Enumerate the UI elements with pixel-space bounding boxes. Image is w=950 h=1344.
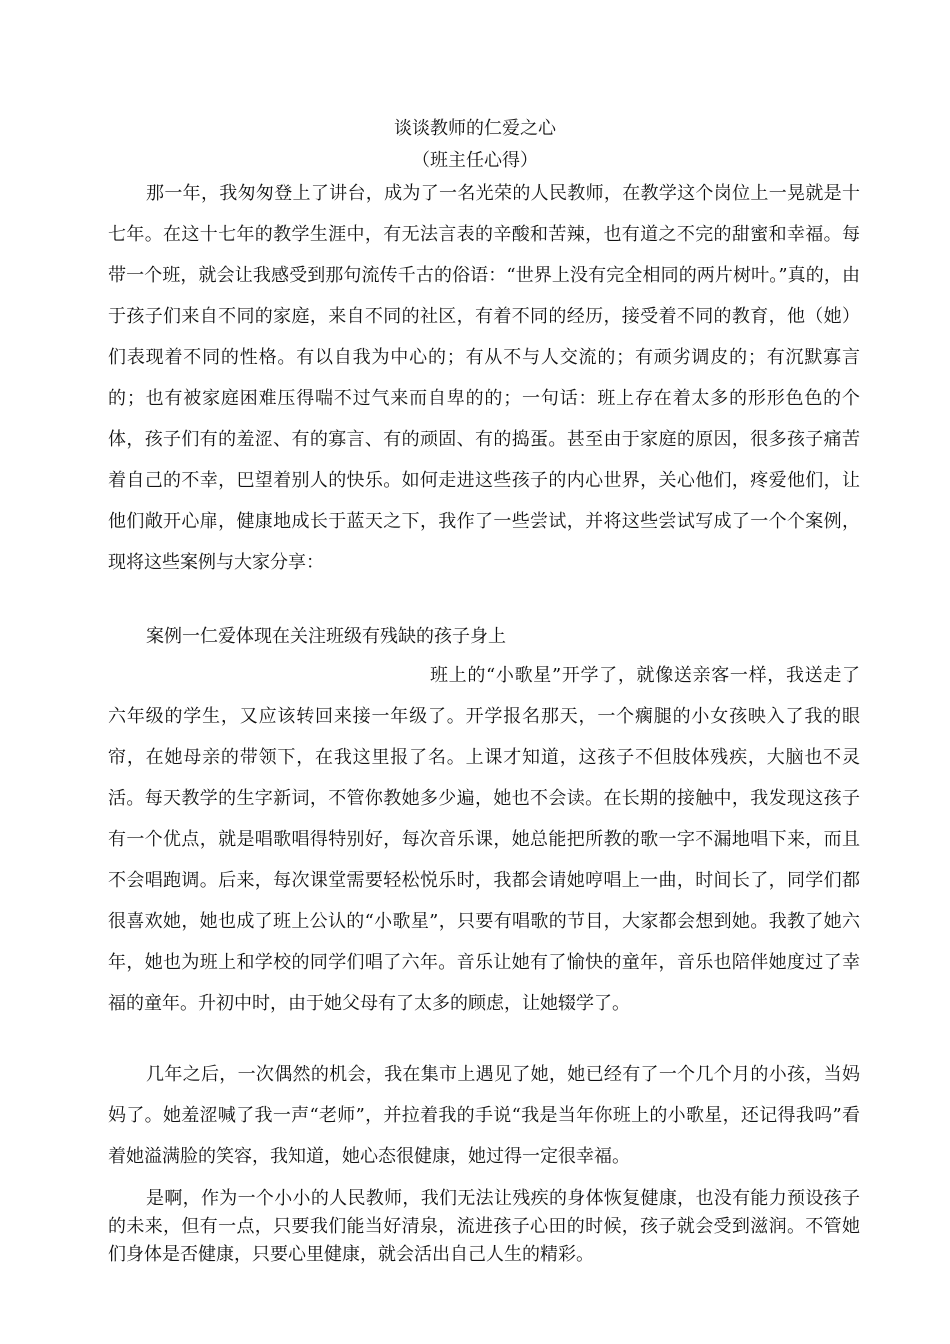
page-subtitle: （班主任心得） (412, 150, 538, 171)
page-title: 谈谈教师的仁爱之心 (394, 118, 556, 139)
intro-paragraph: 那一年，我匆匆登上了讲台，成为了一名光荣的人民教师，在教学这个岗位上一晃就是十七年。在这十七年的教学生涯中，有无法言表的辛酸和苦辣，也有道之不完的甜蜜和幸福。每带一个班，就会让我感受到那句流传千古的俗语：“世界上没有完全相同的两片树叶。”真的，由于孩子们来自不同的家庭，来自不同的社区，有着不同的经历，接受着不同的教育，他（她）们表现着不同的性格。有以自我为中心的；有从不与人交流的；有顽劣调皮的；有沉默寡言的；也有被家庭困难压得喘不过气来而自卑的的；一句话：班上存在着太多的形形色色的个体，孩子们有的羞涩、有的寡言、有的顽固、有的捣蛋。甚至由于家庭的原因，很多孩子痛苦着自己的不幸，巴望着别人的快乐。如何走进这些孩子的内心世界，关心他们，疼爱他们，让他们敞开心扉，健康地成长于蓝天之下，我作了一些尝试，并将这些尝试写成了一个个案例，现将这些案例与大家分享： (108, 183, 860, 573)
reunion-paragraph: 几年之后，一次偶然的机会，我在集市上遇见了她，她已经有了一个几个月的小孩，当妈妈了。她羞涩喊了我一声“老师”，并拉着我的手说“我是当年你班上的小歌星，还记得我吗”看着她溢满脸的笑容，我知道，她心态很健康，她过得一定很幸福。 (108, 1064, 860, 1167)
case-heading: 案例一仁爱体现在关注班级有残缺的孩子身上 (146, 626, 506, 647)
case-body-paragraph: 班上的“小歌星”开学了，就像送亲客一样，我送走了六年级的学生，又应该转回来接一年级了。开学报名那天，一个瘸腿的小女孩映入了我的眼帘，在她母亲的带领下，在我这里报了名。上课才知道，这孩子不但肢体残疾，大脑也不灵活。每天教学的生字新词，不管你教她多少遍，她也不会读。在长期的接触中，我发现这孩子有一个优点，就是唱歌唱得特别好，每次音乐课，她总能把所教的歌一字不漏地唱下来，而且不会唱跑调。后来，每次课堂需要轻松悦乐时，我都会请她哼唱上一曲，时间长了，同学们都很喜欢她，她也成了班上公认的“小歌星”，只要有唱歌的节目，大家都会想到她。我教了她六年，她也为班上和学校的同学们唱了六年。音乐让她有了愉快的童年，音乐也陪伴她度过了幸福的童年。升初中时，由于她父母有了太多的顾虑，让她辍学了。 (108, 665, 860, 1014)
conclusion-paragraph: 是啊，作为一个小小的人民教师，我们无法让残疾的身体恢复健康，也没有能力预设孩子的未来，但有一点，只要我们能当好清泉，流进孩子心田的时候，孩子就会受到滋润。不管她们身体是否健康，只要心里健康，就会活出自己人生的精彩。 (108, 1188, 860, 1265)
